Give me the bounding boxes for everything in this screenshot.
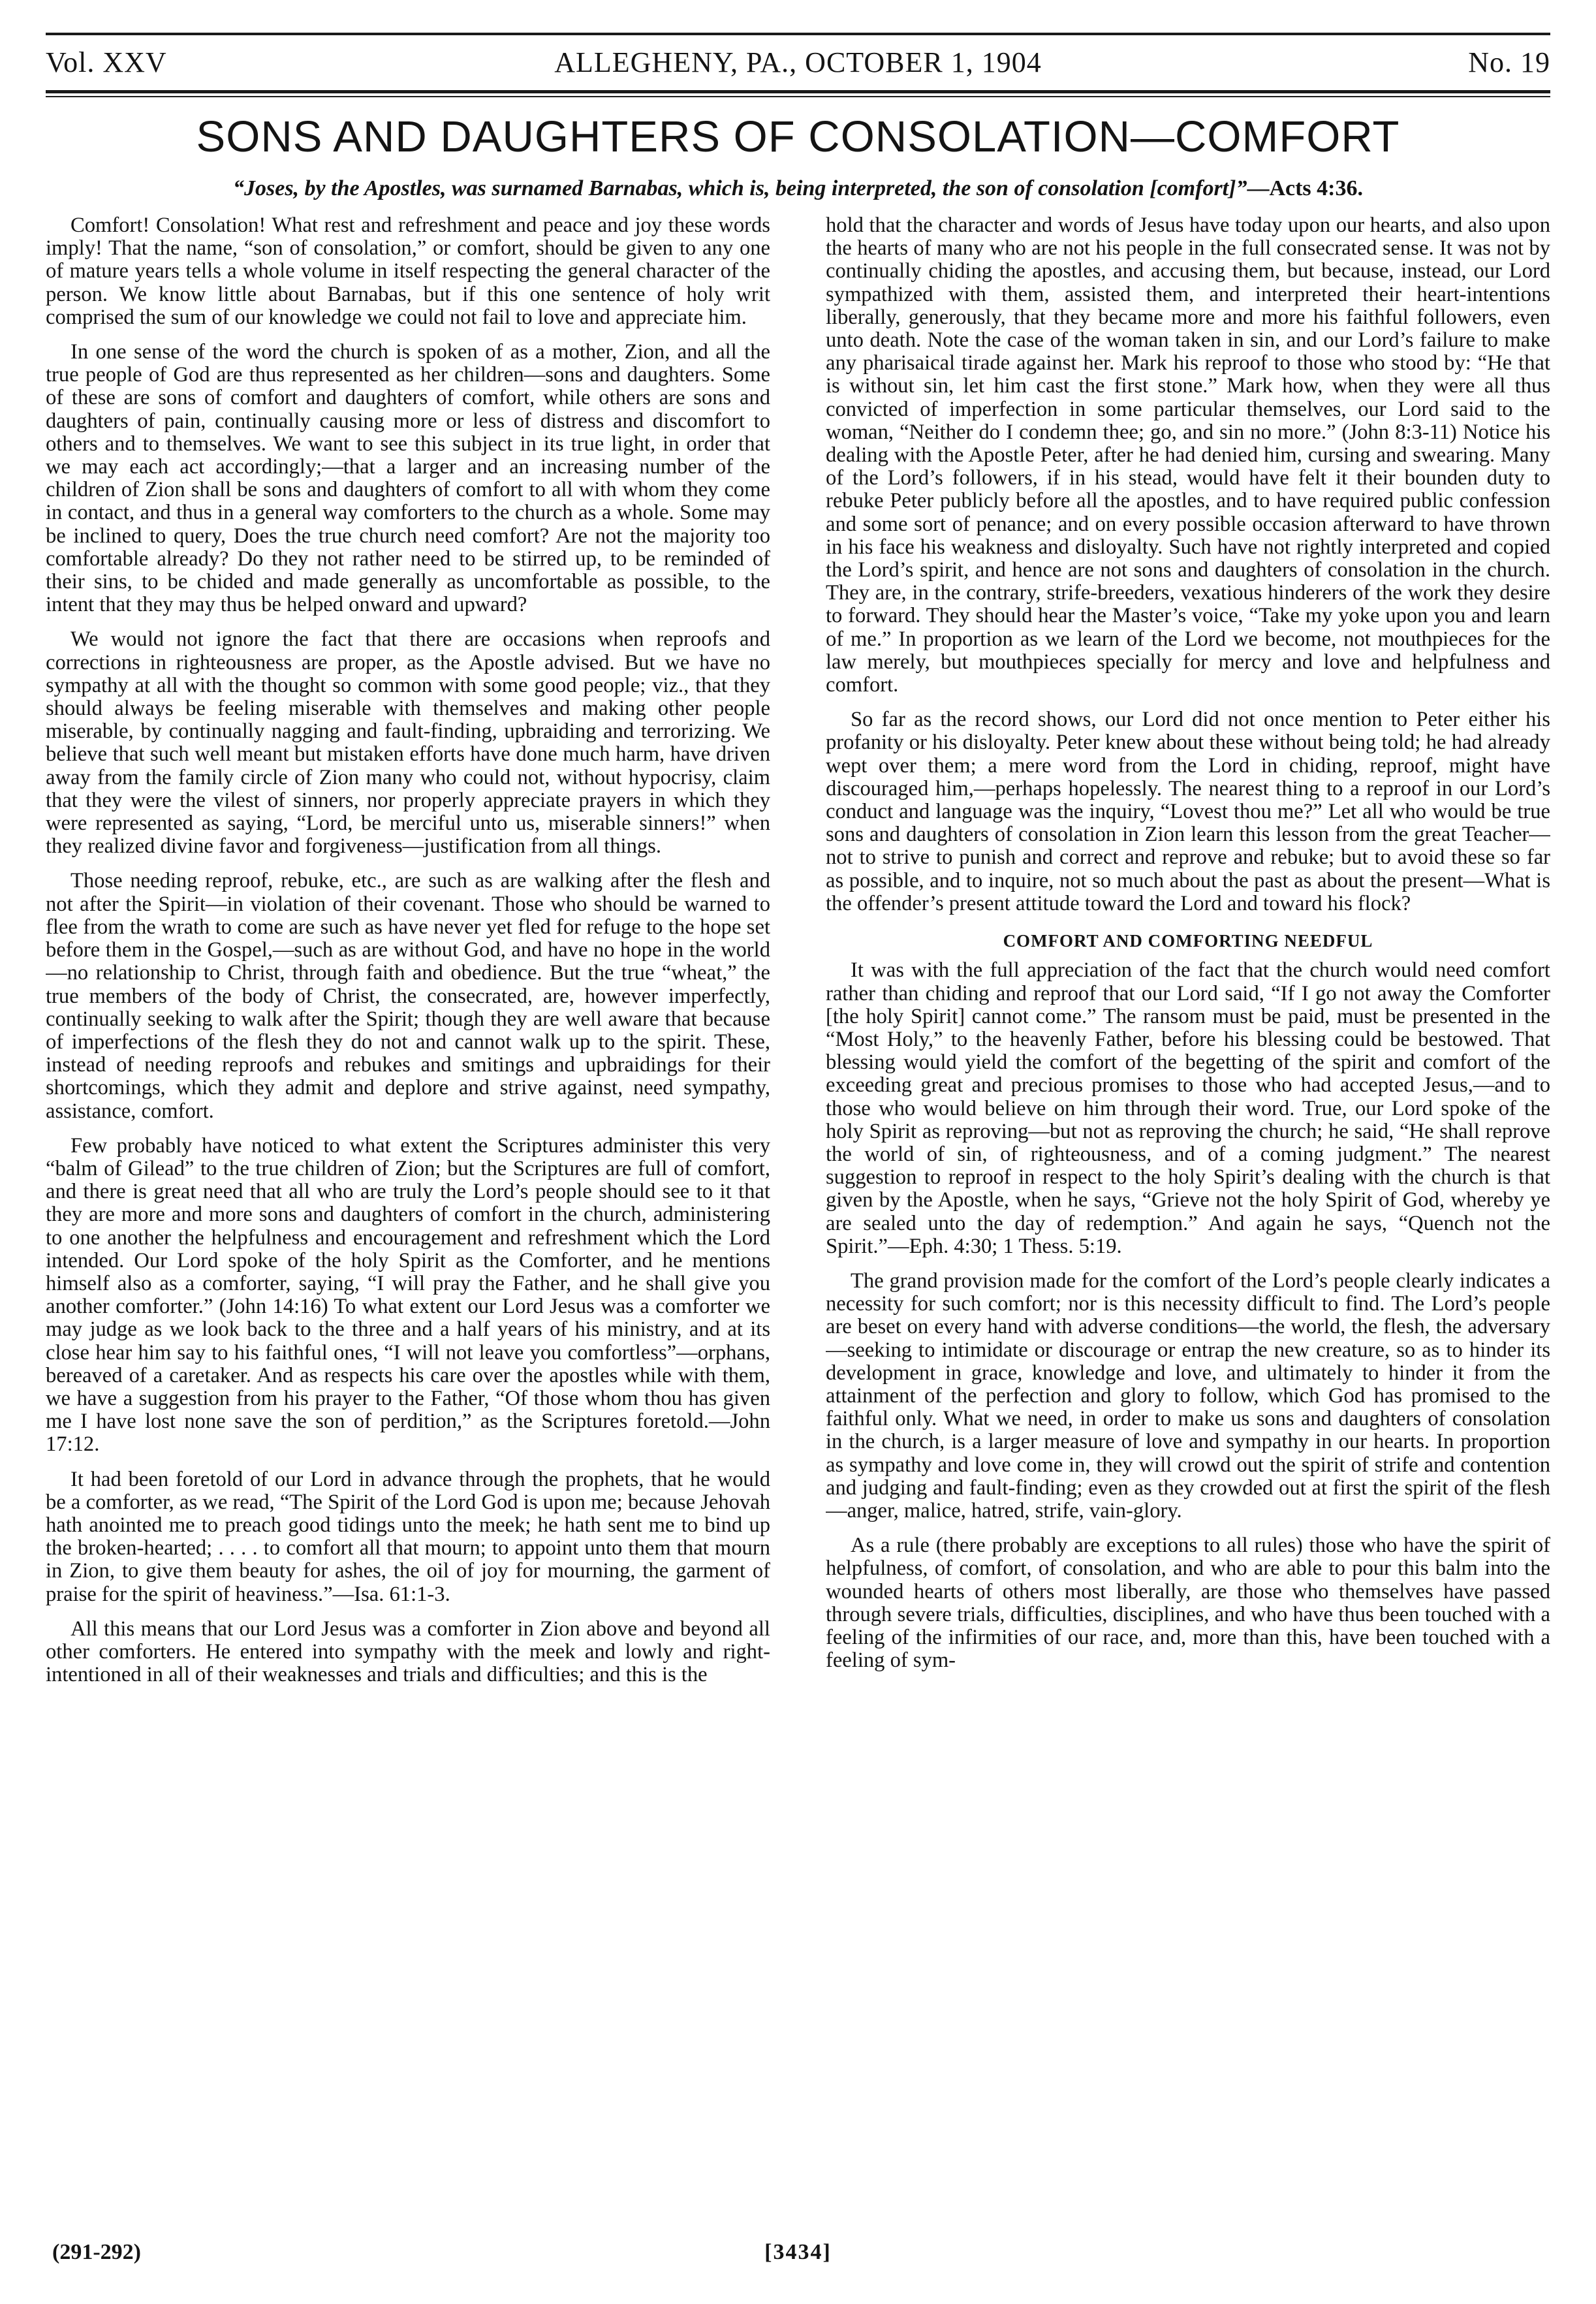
section-subheading: COMFORT AND COMFORTING NEEDFUL bbox=[1003, 931, 1373, 951]
paragraph: All this means that our Lord Jesus was a comforter in Zion above and beyond all other comforters. He entered into sympathy with the meek and lowly and right-intentioned in all of their weaknesses and trials and difficulties; and this is the bbox=[46, 1617, 770, 1687]
volume-label: Vol. XXV bbox=[46, 46, 167, 78]
epigraph-reference: —Acts 4:36. bbox=[1247, 176, 1363, 200]
right-column bbox=[826, 214, 1550, 2205]
paragraph: Few probably have noticed to what extent the Scriptures administer this very “balm of Gilead” to the true children of Zion; but the Scriptures are full of comfort, and there is great need that all who are truly the Lord’s people should see to it that they are more and more sons and daughters of comfort in the church, administering to one another the helpfulness and encouragement and refreshment which the Lord intended. Our Lord spoke of the holy Spirit as the Comforter, and he mentions himself also as a comforter, saying, “I will pray the Father, and he shall give you another comforter.” (John 14:16) To what extent our Lord Jesus was a comforter we may judge as we look back to the three and a half years of his ministry, and at its close hear him say to his faithful ones, “I will not leave you comfortless”—orphans, bereaved of a caretaker. And as respects his care over the apostles while with them, we have a suggestion from his prayer to the Father, “Of those whom thou has given me I have lost none save the son of perdition,” as the Scriptures foretold.—John 17:12. bbox=[46, 1133, 770, 1457]
masthead-rule-thin bbox=[46, 96, 1550, 97]
paragraph: Comfort! Consolation! What rest and refreshment and peace and joy these words imply! That the name, “son of consolation,” or comfort, should be given to any one of mature years tells a whole volume in itself respecting the general character of the person. We know little about Barnabas, but if this one sentence of holy writ comprised the sum of our knowledge we could not fail to love and appreciate him. bbox=[46, 214, 770, 329]
epigraph-text: “Joses, by the Apostles, was surnamed Barnabas, which is, being interpreted, the son of consolation [comfort]” bbox=[233, 176, 1247, 200]
masthead bbox=[46, 38, 1550, 87]
issue-number: No. 19 bbox=[1468, 46, 1550, 78]
left-column bbox=[46, 214, 770, 2205]
epigraph bbox=[46, 172, 1550, 205]
page-number: [3434] bbox=[764, 2240, 832, 2264]
paragraph: Those needing reproof, rebuke, etc., are such as are walking after the flesh and not after the Spirit—in violation of their covenant. Those who should be warned to flee from the wrath to come are such as have never yet fled for refuge to the hope set before them in the Gospel,—such as are without God, and have no hope in the world—no relationship to Christ, through faith and obedience. But the true “wheat,” the true members of the body of Christ, the consecrated, are, however imperfectly, continually seeking to walk after the Spirit; though they are well aware that because of imperfections of the flesh they do not and cannot walk up to the spirit. These, instead of needing reproofs and rebukes and smitings and upbraidings for their shortcomings, which they admit and deplore and strive against, need sympathy, assistance, comfort. bbox=[46, 869, 770, 1123]
paragraph: We would not ignore the fact that there are occasions when reproofs and corrections in righteousness are proper, as the Apostle advised. But we have no sympathy at all with the thought so common with some good people; viz., that they should always be feeling miserable with themselves and making other people miserable, by continually nagging and fault-finding, upbraiding and terrorizing. We believe that such well meant but mistaken efforts have done much harm, have driven away from the family circle of Zion many who could not, without hypocrisy, claim that they were the vilest of sinners, nor properly appreciate prayers in which they were represented as saying, “Lord, be merciful unto us, miserable sinners!” when they realized divine favor and forgiveness—justification from all things. bbox=[46, 627, 770, 859]
paragraph: hold that the character and words of Jesus have today upon our hearts, and also upon the hearts of many who are not his people in the full consecrated sense. It was not by continually chiding the apostles, and accusing them, but because, instead, our Lord sympathized with them, assisted them, and interpreted their heart-intentions liberally, generously, that they became more and more his faithful followers, even unto death. Note the case of the woman taken in sin, and our Lord’s failure to make any pharisaical tirade against her. Mark his reproof to those who stood by: “He that is without sin, let him cast the first stone.” Mark how, when they were all thus convicted of imperfection in some particular themselves, our Lord said to the woman, “Neither do I condemn thee; go, and sin no more.” (John 8:3-11) Notice his dealing with the Apostle Peter, after he had denied him, cursing and swearing. Many of the Lord’s followers, if in his stead, would have felt it their bounden duty to rebuke Peter publicly before all the apostles, and to have required public confession and some sort of penance; and on every possible occasion afterward to have thrown in his face his weakness and disloyalty. Such have not rightly interpreted and copied the Lord’s spirit, and hence are not sons and daughters of consolation in the church. They are, in the contrary, strife-breeders, vexatious hinderers of the work they desire to forward. They should hear the Master’s voice, “Take my yoke upon you and learn of me.” In proportion as we learn of the Lord we become, not mouthpieces for the law merely, but mouthpieces specially for mercy and love and helpfulness and comfort. bbox=[826, 214, 1550, 697]
paragraph: In one sense of the word the church is spoken of as a mother, Zion, and all the true people of God are thus represented as her children—sons and daughters. Some of these are sons of comfort and daughters of comfort, while others are sons and daughters of pain, continually causing more or less of distress and discomfort to others and to themselves. We want to see this subject in its true light, in order that we may each act accordingly;—that a larger and an increasing number of the children of Zion shall be sons and daughters of comfort to all with whom they come in contact, and thus in a general way comforters to the church as a whole. Some may be inclined to query, Does the true church need comfort? Are not the majority too comfortable already? Do they not rather need to be stirred up, to be reminded of their sins, to be chided and made generally as uncomfortable as possible, to the intent that they may thus be helped onward and upward? bbox=[46, 340, 770, 617]
paragraph: It had been foretold of our Lord in advance through the prophets, that he would be a comforter, as we read, “The Spirit of the Lord God is upon me; because Jehovah hath anointed me to preach good tidings unto the meek; he hath sent me to bind up the broken-hearted; . . . . to comfort all that mourn; to appoint unto them that mourn in Zion, to give them beauty for ashes, the oil of joy for mourning, the garment of praise for the spirit of heaviness.”—Isa. 61:1-3. bbox=[46, 1467, 770, 1606]
paragraph: The grand provision made for the comfort of the Lord’s people clearly indicates a necessity for such comfort; nor is this necessity difficult to find. The Lord’s people are beset on every hand with adverse conditions—the world, the flesh, the adversary—seeking to intimidate or discourage or entrap the new creature, so as to hinder its development in grace, knowledge and love, and ultimately to hinder it from the attainment of the perfection and glory to follow, which God has promised to the faithful only. What we need, in order to make us sons and daughters of consolation in the church, is a larger measure of love and sympathy in our hearts. In proportion as sympathy and love come in, they will crowd out the spirit of strife and contention and judging and fault-finding; even as they crowded out at first the spirit of the flesh—anger, malice, hatred, strife, vain-glory. bbox=[826, 1269, 1550, 1523]
masthead-rule bbox=[46, 90, 1550, 93]
page-range: (291-292) bbox=[52, 2240, 141, 2264]
paragraph: It was with the full appreciation of the fact that the church would need comfort rather than chiding and reproof that our Lord said, “If I go not away the Comforter [the holy Spirit] cannot come.” The ransom must be paid, must be presented in the “Most Holy,” to the heavenly Father, before his blessing could be bestowed. That blessing would yield the comfort of the begetting of the spirit and comfort of the exceeding great and precious promises to those who had accepted Jesus,—and to those who would believe on him through their word. True, our Lord spoke of the holy Spirit as reproving—but not as reproving the church; he said, “He shall reprove the world of sin, of righteousness, and of a coming judgment.” The nearest suggestion to reproof in respect to the holy Spirit’s dealing with the church is that given by the Apostle, when he says, “Grieve not the holy Spirit of God, whereby ye are sealed unto the day of redemption.” And again he says, “Quench not the Spirit.”—Eph. 4:30; 1 Thess. 5:19. bbox=[826, 958, 1550, 1258]
page-footer bbox=[46, 2233, 1550, 2272]
paragraph: So far as the record shows, our Lord did not once mention to Peter either his profanity or his disloyalty. Peter knew about these without being told; he had already wept over them; a mere word from the Lord in chiding, reproof, might have discouraged him,—perhaps hopelessly. The nearest thing to a reproof in our Lord’s conduct and language was the inquiry, “Lovest thou me?” Let all who would be true sons and daughters of consolation in Zion learn this lesson from the great Teacher—not to strive to punish and correct and reprove and rebuke; but to avoid these so far as possible, and to inquire, not so much about the past as about the present—What is the offender’s present attitude toward the Lord and toward his flock? bbox=[826, 708, 1550, 915]
article-title: SONS AND DAUGHTERS OF CONSOLATION—COMFORT bbox=[196, 112, 1400, 161]
place-date: ALLEGHENY, PA., OCTOBER 1, 1904 bbox=[554, 46, 1042, 78]
paragraph: As a rule (there probably are exceptions to all rules) those who have the spirit of helpfulness, of comfort, of consolation, and who are able to pour this balm into the wounded hearts of others most liberally, are those who themselves have passed through severe trials, difficulties, disciplines, and who have thus been touched with a feeling of the infirmities of our race, and, more than this, have been touched with a feeling of sym- bbox=[826, 1534, 1550, 1673]
top-rule bbox=[46, 33, 1550, 35]
